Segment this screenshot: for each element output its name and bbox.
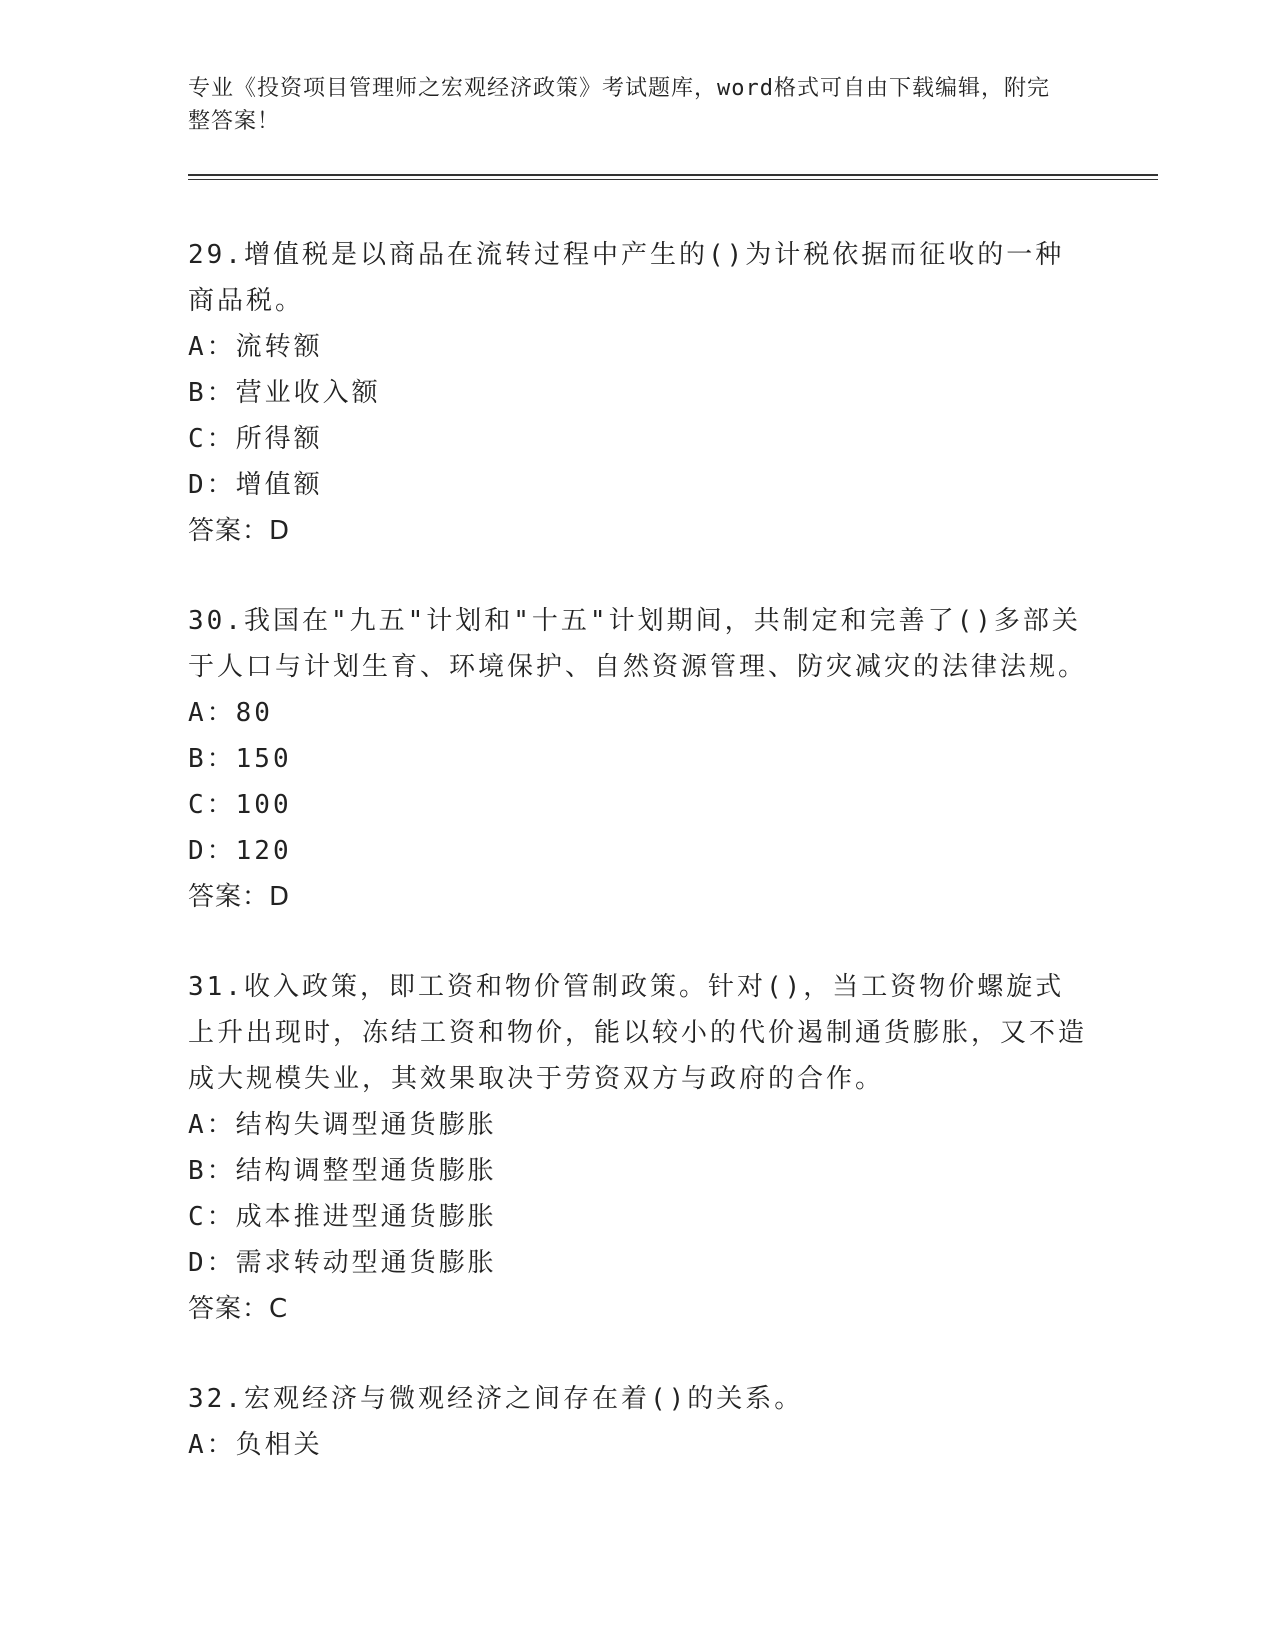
answer: 答案：D xyxy=(188,516,291,546)
option-c: C：所得额 xyxy=(188,424,323,454)
answer: 答案：C xyxy=(188,1294,289,1324)
option-b: B：150 xyxy=(188,744,292,774)
option-c: C：100 xyxy=(188,790,292,820)
option-a: A：负相关 xyxy=(188,1430,323,1460)
question-32 xyxy=(188,1376,1158,1468)
option-d: D：需求转动型通货膨胀 xyxy=(188,1248,497,1278)
question-31 xyxy=(188,964,1158,1332)
header-divider xyxy=(188,174,1158,176)
option-b: B：营业收入额 xyxy=(188,378,381,408)
option-b: B：结构调整型通货膨胀 xyxy=(188,1156,497,1186)
question-30 xyxy=(188,598,1158,920)
document-header: 专业《投资项目管理师之宏观经济政策》考试题库，word格式可自由下载编辑，附完整答案！ xyxy=(188,76,1050,134)
question-list xyxy=(188,232,1158,1468)
question-stem: 31.收入政策，即工资和物价管制政策。针对()，当工资物价螺旋式上升出现时，冻结工资和物价，能以较小的代价遏制通货膨胀，又不造成大规模失业，其效果取决于劳资双方与政府的合作。 xyxy=(188,972,1088,1094)
question-29 xyxy=(188,232,1158,554)
option-d: D：120 xyxy=(188,836,292,866)
option-d: D：增值额 xyxy=(188,470,323,500)
option-a: A：流转额 xyxy=(188,332,323,362)
option-a: A：80 xyxy=(188,698,273,728)
question-stem: 29.增值税是以商品在流转过程中产生的()为计税依据而征收的一种商品税。 xyxy=(188,240,1065,316)
question-stem: 30.我国在"九五"计划和"十五"计划期间，共制定和完善了()多部关于人口与计划生育、环境保护、自然资源管理、防灾减灾的法律法规。 xyxy=(188,606,1088,682)
header-divider-thin xyxy=(188,179,1158,180)
question-stem: 32.宏观经济与微观经济之间存在着()的关系。 xyxy=(188,1384,804,1414)
option-c: C：成本推进型通货膨胀 xyxy=(188,1202,497,1232)
option-a: A：结构失调型通货膨胀 xyxy=(188,1110,497,1140)
answer: 答案：D xyxy=(188,882,291,912)
document-page xyxy=(188,72,1158,1512)
